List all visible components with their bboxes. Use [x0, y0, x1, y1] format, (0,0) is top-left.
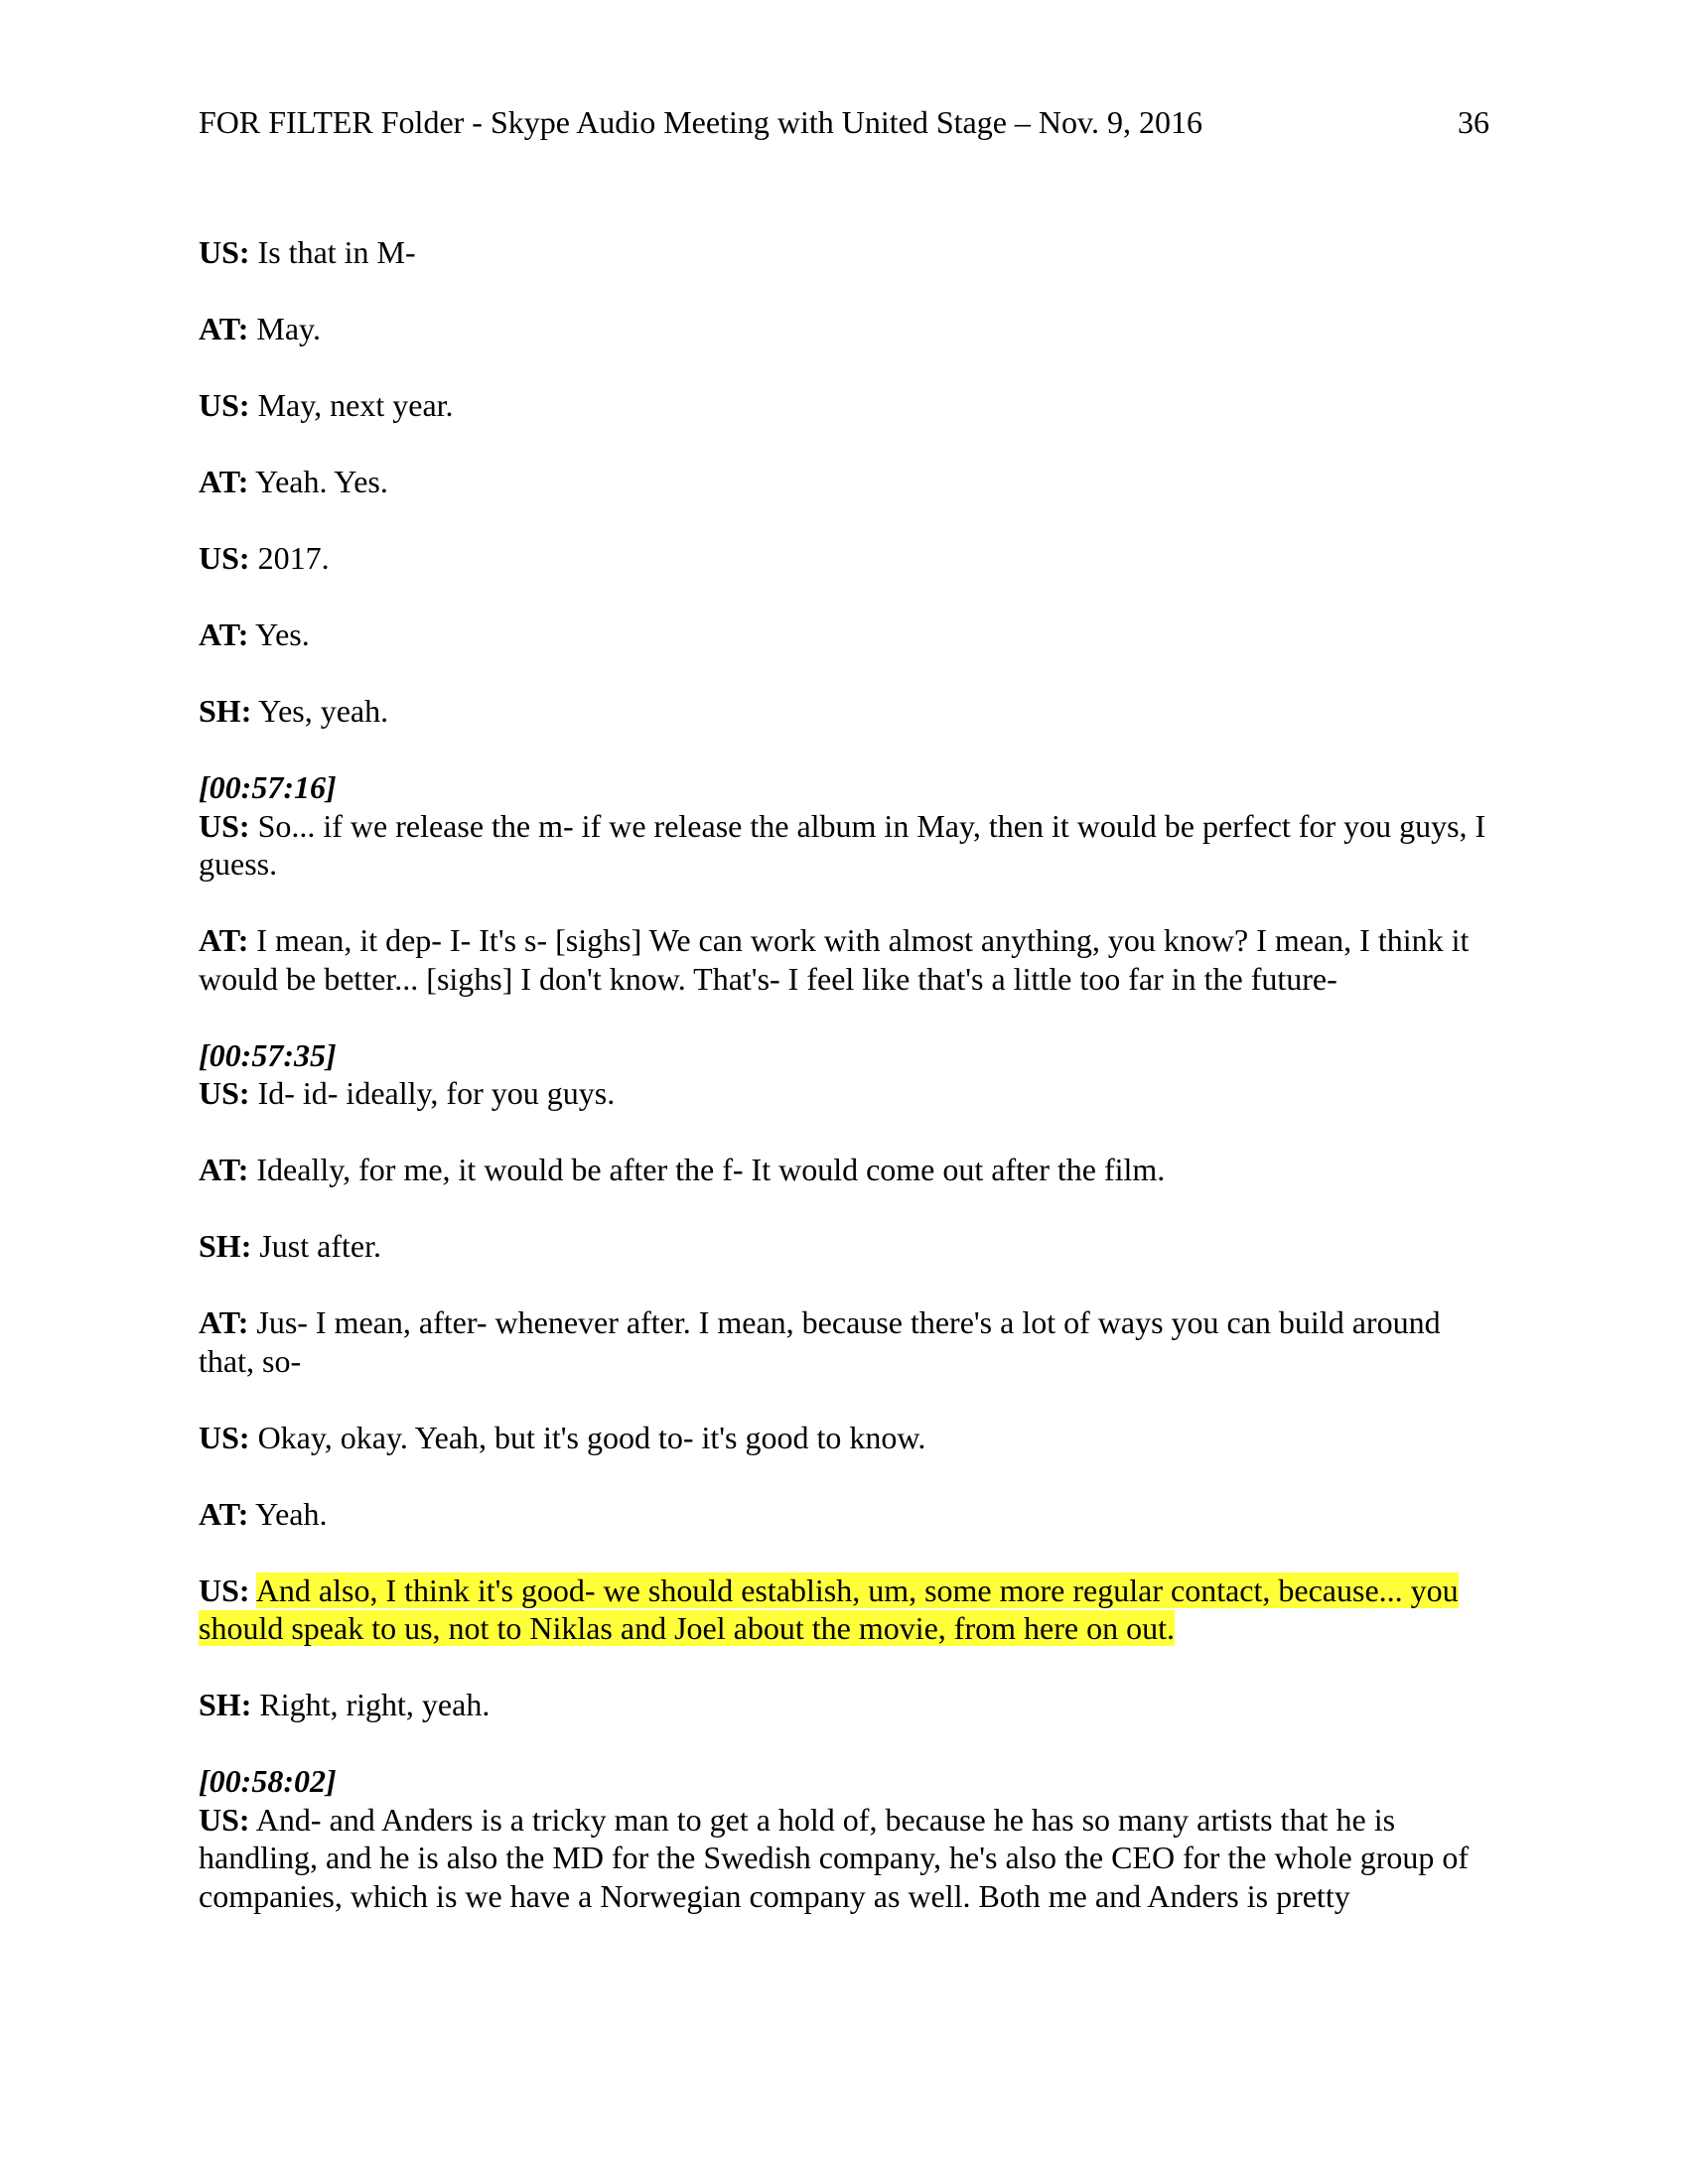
page-number: 36 — [1458, 104, 1489, 140]
speaker-label: US: — [199, 234, 250, 270]
transcript-entry — [199, 1571, 1494, 1648]
utterance-text: Just after. — [259, 1228, 381, 1264]
speaker-label: AT: — [199, 1495, 249, 1532]
transcript-entry — [199, 1151, 1494, 1189]
transcript-entry — [199, 386, 1494, 425]
transcript-entry — [199, 233, 1494, 272]
transcript-entry — [199, 1036, 1494, 1113]
transcript-entry — [199, 768, 1494, 884]
speaker-label: AT: — [199, 1152, 249, 1187]
timestamp: [00:57:16] — [199, 769, 337, 805]
speaker-label: AT: — [199, 1304, 249, 1340]
utterance-text: May. — [256, 311, 321, 346]
utterance-text: Okay, okay. Yeah, but it's good to- it's good to know. — [257, 1419, 926, 1455]
utterance-text: Jus- I mean, after- whenever after. I mean, because there's a lot of ways you can build around that, so- — [199, 1304, 1441, 1379]
transcript-entry — [199, 539, 1494, 578]
transcript-entry — [199, 692, 1494, 731]
utterance-text: May, next year. — [257, 387, 454, 423]
transcript-entry — [199, 1227, 1494, 1266]
utterance-text: Yeah. Yes. — [255, 464, 388, 499]
speaker-label: US: — [199, 1419, 250, 1455]
speaker-label: US: — [199, 1571, 250, 1608]
utterance-text: Right, right, yeah. — [259, 1687, 491, 1722]
utterance-text: I mean, it dep- I- It's s- [sighs] We can work with almost anything, you know? I mean, I think it would be better... [sighs] I don't know. That's- I feel like that's a little too far in the future- — [199, 922, 1470, 997]
utterance-text: Id- id- ideally, for you guys. — [257, 1075, 616, 1111]
utterance-text: And- and Anders is a tricky man to get a hold of, because he has so many artists that he is handling, and he is also the MD for the Swedish company, he's also the CEO for the whole group of companies, which is we have a Norwegian company as well. Both me and Anders is pretty — [199, 1801, 1469, 1914]
utterance-text: Ideally, for me, it would be after the f- It would come out after the film. — [256, 1152, 1166, 1187]
speaker-label: US: — [199, 1075, 250, 1111]
speaker-label: AT: — [199, 311, 249, 346]
transcript-entry — [199, 1419, 1494, 1457]
transcript-entry — [199, 921, 1494, 998]
utterance-text: Yes, yeah. — [258, 693, 389, 729]
transcript-entry — [199, 1762, 1494, 1915]
timestamp: [00:58:02] — [199, 1763, 337, 1799]
header-title: FOR FILTER Folder - Skype Audio Meeting with United Stage – Nov. 9, 2016 — [199, 104, 1202, 140]
page-header — [199, 97, 1489, 147]
speaker-label: AT: — [199, 464, 249, 499]
timestamp: [00:57:35] — [199, 1036, 337, 1073]
speaker-label: AT: — [199, 922, 249, 958]
speaker-label: SH: — [199, 1687, 252, 1722]
speaker-label: US: — [199, 1801, 250, 1838]
speaker-label: AT: — [199, 616, 249, 652]
utterance-text: 2017. — [257, 540, 330, 576]
transcript-entry — [199, 463, 1494, 501]
transcript-entry — [199, 1686, 1494, 1724]
utterance-text: So... if we release the m- if we release the album in May, then it would be perfect for you guys, I guess. — [199, 807, 1486, 882]
utterance-text: Yeah. — [255, 1495, 328, 1532]
speaker-label: US: — [199, 387, 250, 423]
speaker-label: SH: — [199, 1228, 252, 1264]
utterance-text: Yes. — [255, 616, 310, 652]
speaker-label: US: — [199, 540, 250, 576]
transcript-entry — [199, 615, 1494, 654]
transcript-entry — [199, 1303, 1494, 1380]
highlighted-utterance-text: And also, I think it's good- we should establish, um, some more regular contact, because... you should speak to us, not to Niklas and Joel about the movie, from here on out. — [199, 1571, 1459, 1646]
transcript-body — [199, 233, 1494, 1954]
transcript-entry — [199, 1495, 1494, 1534]
transcript-entry — [199, 310, 1494, 348]
speaker-label: SH: — [199, 693, 252, 729]
utterance-text: Is that in M- — [257, 234, 416, 270]
speaker-label: US: — [199, 807, 250, 844]
